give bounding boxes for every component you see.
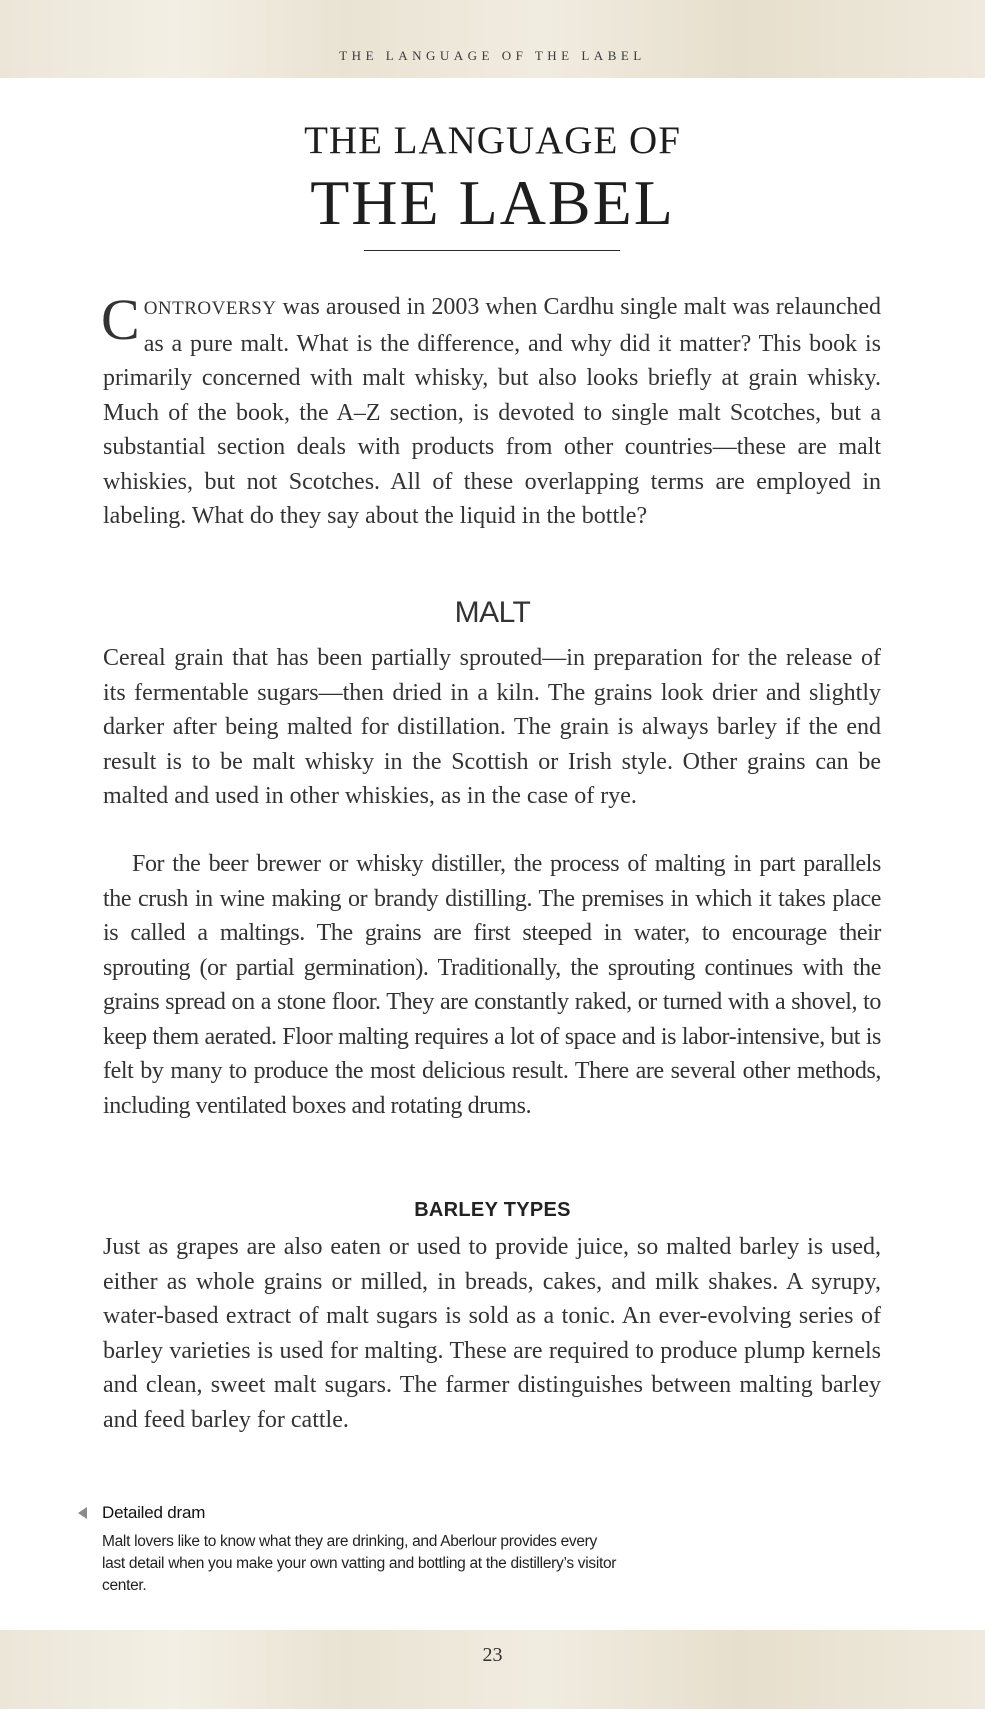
bottom-band: [0, 1630, 985, 1709]
intro-lead-word: ONTROVERSY: [143, 298, 277, 319]
intro-paragraph: [101, 287, 881, 534]
malt-paragraph-2: For the beer brewer or whisky distiller, the process of malting in part parallels the crush in wine making or brandy distilling. The premises in which it takes place is called a maltings. The grains are first steeped in water, to encourage their sprouting (or partial germination). Traditionally, the sprouting continues with the grains spread on a stone floor. They are constantly raked, or turned with a shovel, to keep them aerated. Floor malting requires a lot of space and is labor-intensive, but is felt by many to produce the most delicious result. There are several other methods, including ventilated boxes and rotating drums.: [103, 851, 881, 1119]
page-number: 23: [482, 1644, 503, 1666]
running-head: THE LANGUAGE OF THE LABEL: [339, 48, 646, 63]
caption-title: Detailed dram: [102, 1503, 206, 1522]
page-title-line-1: THE LANGUAGE OF: [304, 119, 681, 162]
title-divider: [364, 250, 620, 251]
page-title-line-2: THE LABEL: [310, 167, 675, 238]
barley-types-heading: BARLEY TYPES: [414, 1199, 571, 1221]
intro-text: was aroused in 2003 when Cardhu single malt was relaunched as a pure malt. What is the difference, and why did it matter? This book is primarily concerned with malt whisky, but also looks briefly at grain whisky. Much of the book, the A–Z section, is devoted to single malt Scotches, but a substantial section deals with products from other countries—these are malt whiskies, but not Scotches. All of these overlapping terms are employed in labeling. What do they say about the liquid in the bottle?: [103, 294, 881, 529]
malt-paragraph-1: Cereal grain that has been partially sprouted—in preparation for the release of its fermentable sugars—then dried in a kiln. The grains look drier and slightly darker after being malted for distillation. The grain is always barley if the end result is to be malt whisky in the Scottish or Irish style. Other grains can be malted and used in other whiskies, as in the case of rye.: [103, 645, 881, 809]
triangle-left-icon: [78, 1507, 87, 1519]
malt-heading: MALT: [454, 596, 531, 629]
drop-cap: C: [101, 287, 140, 352]
caption-text: Malt lovers like to know what they are drinking, and Aberlour provides every last detail when you make your own vatting and bottling at the distillery’s visitor center.: [102, 1533, 617, 1594]
barley-types-paragraph: Just as grapes are also eaten or used to provide juice, so malted barley is used, either as whole grains or milled, in breads, cakes, and milk shakes. A syrupy, water-based extract of malt sugars is sold as a tonic. An ever-evolving series of barley varieties is used for malting. These are required to produce plump kernels and clean, sweet malt sugars. The farmer distinguishes between malting barley and feed barley for cattle.: [103, 1234, 881, 1433]
top-band: [0, 0, 985, 78]
